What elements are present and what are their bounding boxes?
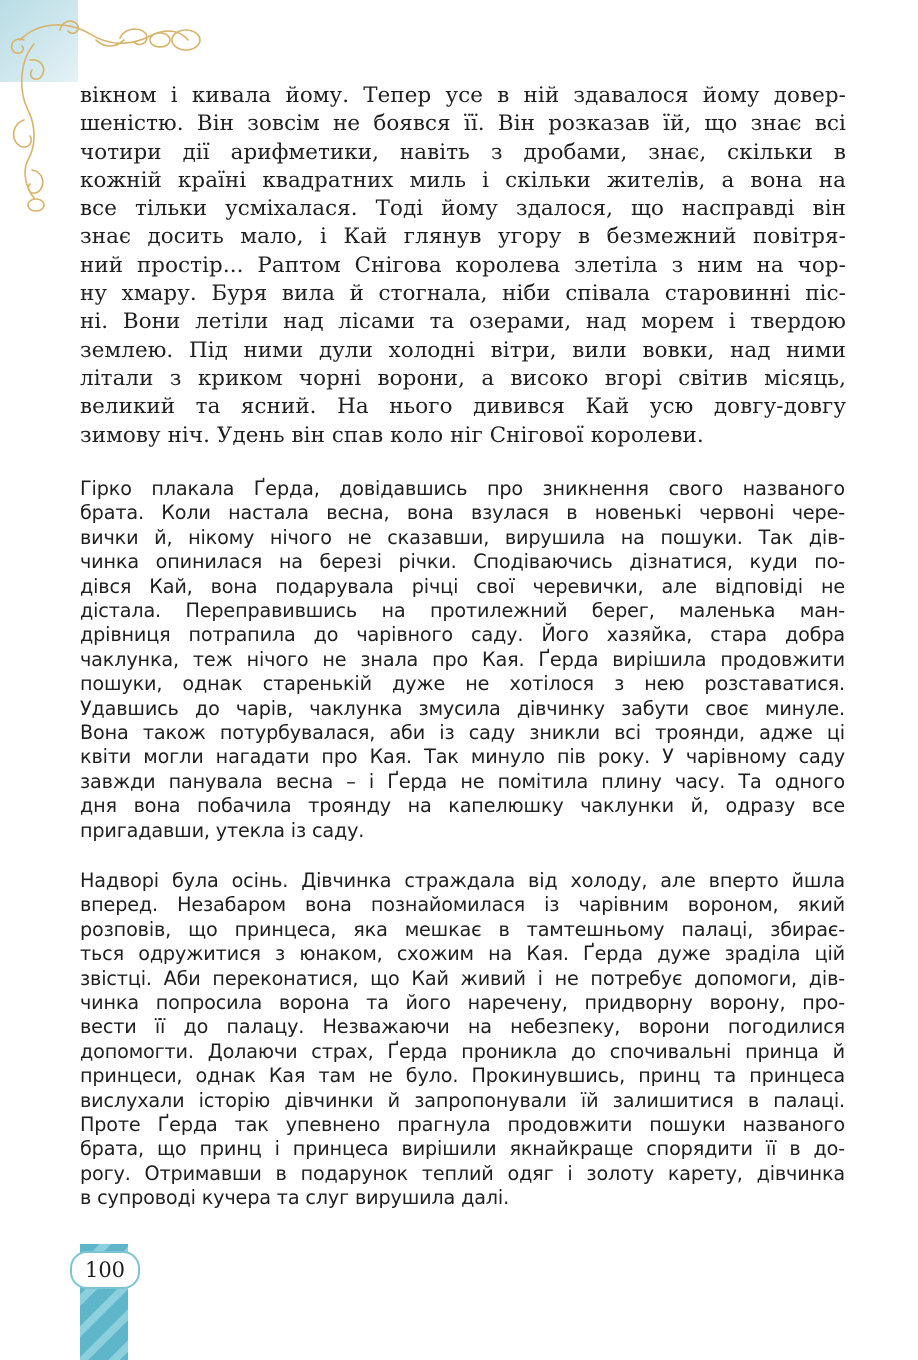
paragraph2-line: звістці. Аби переконатися, що Кай живий і не потребує допомоги, дів- <box>80 966 845 990</box>
excerpt-line: землею. Під ними дули холодні вітри, вили вовки, над ними <box>80 337 846 363</box>
paragraph1-line: пригадавши, утекла із саду. <box>80 818 365 842</box>
excerpt-line: вікном і кивала йому. Тепер усе в ній здавалося йому довер- <box>80 83 846 108</box>
paragraph1-line: дістала. Переправившись на протилежний берег, маленька ман- <box>80 599 845 623</box>
excerpt-line: великий та ясний. На нього дивився Кай усю довгу-довгу <box>80 394 846 420</box>
paragraph2-line: Надворі була осінь. Дівчинка страждала від холоду, але вперто йшла <box>80 869 845 892</box>
paragraph2-line: вислухали історію дівчинки й запропонували їй залишитися в палаці. <box>80 1088 845 1112</box>
paragraph1-line: брата. Коли настала весна, вона взулася в новенькі червоні чере- <box>80 501 845 525</box>
excerpt-line: все тільки усміхалася. Тоді йому здалося, що насправді він <box>80 196 846 222</box>
paragraph2-line: рогу. Отримавши в подарунок теплий одяг і золоту карету, дівчинка <box>80 1161 845 1185</box>
paragraph2-line: принцеси, однак Кая там не було. Прокинувшись, принц та принцеса <box>80 1064 845 1088</box>
paragraph1-line: дня вона побачила троянду на капелюшку чаклунки й, одразу все <box>80 794 845 818</box>
excerpt-line: кожній країні квадратних миль і скільки жителів, а вона на <box>80 167 846 193</box>
paragraph2-line: вперед. Незабаром вона познайомилася із чарівним вороном, який <box>80 893 845 917</box>
paragraph1-line: завжди панувала весна – і Ґерда не помітила плину часу. Та одного <box>80 769 845 793</box>
excerpt-line: ну хмару. Буря вила й стогнала, ніби співала старовинні піс- <box>80 281 846 307</box>
paragraph2-line: розповів, що принцеса, яка мешкає в тамтешньому палаці, збирає- <box>80 917 845 941</box>
paragraph1-line: чаклунка, теж нічого не знала про Кая. Ґерда вирішила продовжити <box>80 647 845 671</box>
paragraph2-line: вести її до палацу. Незважаючи на небезпеку, ворони погодилися <box>80 1015 845 1039</box>
excerpt-line: зимову ніч. Удень він спав коло ніг Снігової королеви. <box>80 422 704 448</box>
paragraph2-line: Проте Ґерда так упевнено прагнула продовжити пошуки названого <box>80 1113 845 1137</box>
paragraph1-line: пошуки, однак старенькій дуже не хотілося з нею розставатися. <box>80 672 845 696</box>
paragraph1-line: Удавшись до чарів, чаклунка змусила дівчинку забути своє минуле. <box>80 696 845 720</box>
excerpt-line: знає досить мало, і Кай глянув угору в безмежний повітря- <box>80 224 846 250</box>
excerpt-line: літали з криком чорні ворони, а високо вгорі світив місяць, <box>80 365 846 391</box>
paragraph2-line: в супроводі кучера та слуг вирушила далі. <box>80 1186 510 1210</box>
excerpt-line: ні. Вони летіли над лісами та озерами, над морем і твердою <box>80 309 846 335</box>
paragraph1-line: Вона також потурбувалася, аби із саду зникли всі троянди, адже ці <box>80 721 845 745</box>
excerpt-line: шеністю. Він зовсім не боявся її. Він розказав їй, що знає всі <box>80 111 846 137</box>
paragraph1-line: квіти могли нагадати про Кая. Так минуло пів року. У чарівному саду <box>80 745 845 769</box>
paragraph1-line: дрівниця потрапила до чарівного саду. Його хазяйка, стара добра <box>80 623 845 647</box>
paragraph2-line: брата, що принц і принцеса вирішили якнайкраще спорядити її в до- <box>80 1137 845 1161</box>
summary-paragraph-2 <box>80 869 845 1211</box>
paragraph2-line: ться одружитися з юнаком, схожим на Кая. Ґерда дуже зраділа цій <box>80 942 845 966</box>
excerpt-line: чотири дії арифметики, навіть з дробами, знає, скільки в <box>80 139 846 165</box>
excerpt-line: ний простір... Раптом Снігова королева злетіла з ним на чор- <box>80 252 846 278</box>
paragraph2-line: чинка попросила ворона та його наречену, придворну ворону, про- <box>80 991 845 1015</box>
paragraph1-line: дівся Кай, вона подарувала річці свої черевички, але відповіді не <box>80 574 845 598</box>
story-excerpt <box>80 82 846 450</box>
paragraph1-line: чинка опинилася на березі річки. Сподіваючись дізнатися, куди по- <box>80 550 845 574</box>
paragraph1-line: вички й, нікому нічого не сказавши, вирушила на пошуки. Так дів- <box>80 525 845 549</box>
page-number: 100 <box>70 1251 140 1289</box>
paragraph1-line: Гірко плакала Ґерда, довідавшись про зникнення свого названого <box>80 477 845 500</box>
paragraph2-line: допомогти. Долаючи страх, Ґерда проникла до спочивальні принца й <box>80 1039 845 1063</box>
summary-paragraph-1 <box>80 477 845 843</box>
